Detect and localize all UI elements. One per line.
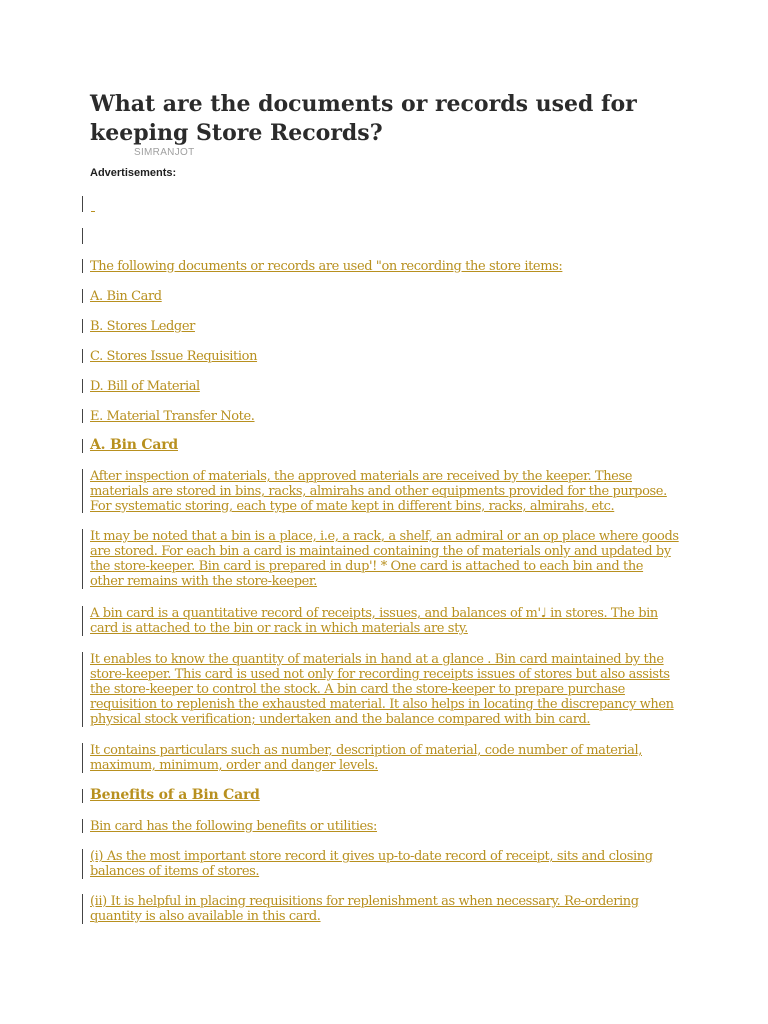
paragraph-marker (82, 319, 83, 333)
paragraph-marker (82, 894, 83, 924)
page-title: What are the documents or records used for keeping Store Records? (90, 91, 637, 146)
list-item-bill-of-material[interactable]: D. Bill of Material (90, 379, 200, 394)
list-item-material-transfer-note[interactable]: E. Material Transfer Note. (90, 409, 255, 424)
paragraph-marker (82, 849, 83, 879)
author-name[interactable]: SIMRANJOT (134, 147, 195, 158)
paragraph[interactable]: Bin card has the following benefits or utilities: (90, 819, 378, 834)
ad-slot-marker (82, 228, 83, 244)
paragraph-marker (82, 529, 83, 589)
paragraph-marker (82, 743, 83, 773)
paragraph-marker (82, 789, 83, 803)
paragraph[interactable]: It contains particulars such as number, description of material, code number of material, maximum, minimum, order and danger levels. (90, 743, 643, 773)
paragraph[interactable]: It may be noted that a bin is a place, i.e, a rack, a shelf, an admiral or an op place where goods are stored. For each bin a card is maintained containing the of materials only and updated by the store-keeper. Bin card is prepared in dup'! * One card is attached to each bin and the other remains with the store-keeper. (90, 529, 679, 589)
paragraph-marker (82, 289, 83, 303)
paragraph-marker (82, 379, 83, 393)
paragraph[interactable]: It enables to know the quantity of materials in hand at a glance . Bin card maintained by the store-keeper. This card is used not only for recording receipts issues of stores but also assists the store-keeper to control the stock. A bin card the store-keeper to prepare purchase requisition to replenish the exhausted material. It also helps in locating the discrepancy when physical stock verification; undertaken and the balance compared with bin card. (90, 652, 674, 727)
list-item-bin-card[interactable]: A. Bin Card (90, 289, 162, 304)
paragraph-marker (82, 469, 83, 513)
advertisements-label: Advertisements: (90, 167, 177, 179)
paragraph[interactable]: (ii) It is helpful in placing requisitions for replenishment as when necessary. Re-ordering quantity is also available in this card. (90, 894, 639, 924)
paragraph-marker (82, 606, 83, 636)
list-item-stores-ledger[interactable]: B. Stores Ledger (90, 319, 195, 334)
paragraph[interactable]: After inspection of materials, the approved materials are received by the keeper. These materials are stored in bins, racks, almirahs and other equipments provided for the purpose. For systematic storing, each type of mate kept in different bins, racks, almirahs, etc. (90, 469, 667, 514)
ad-link[interactable] (91, 211, 95, 212)
section-heading-benefits[interactable]: Benefits of a Bin Card (90, 787, 260, 803)
paragraph[interactable]: (i) As the most important store record it gives up-to-date record of receipt, sits and closing balances of items of stores. (90, 849, 653, 879)
paragraph-marker (82, 349, 83, 363)
paragraph-marker (82, 409, 83, 423)
section-heading-bin-card[interactable]: A. Bin Card (90, 437, 178, 453)
paragraph-marker (82, 439, 83, 453)
paragraph-marker (82, 259, 83, 273)
ad-slot-marker (82, 196, 83, 212)
intro-paragraph[interactable]: The following documents or records are used "on recording the store items: (90, 259, 563, 274)
paragraph[interactable]: A bin card is a quantitative record of receipts, issues, and balances of m'♩ in stores. The bin card is attached to the bin or rack in which materials are sty. (90, 606, 658, 636)
paragraph-marker (82, 819, 83, 833)
paragraph-marker (82, 652, 83, 727)
list-item-stores-issue-requisition[interactable]: C. Stores Issue Requisition (90, 349, 258, 364)
